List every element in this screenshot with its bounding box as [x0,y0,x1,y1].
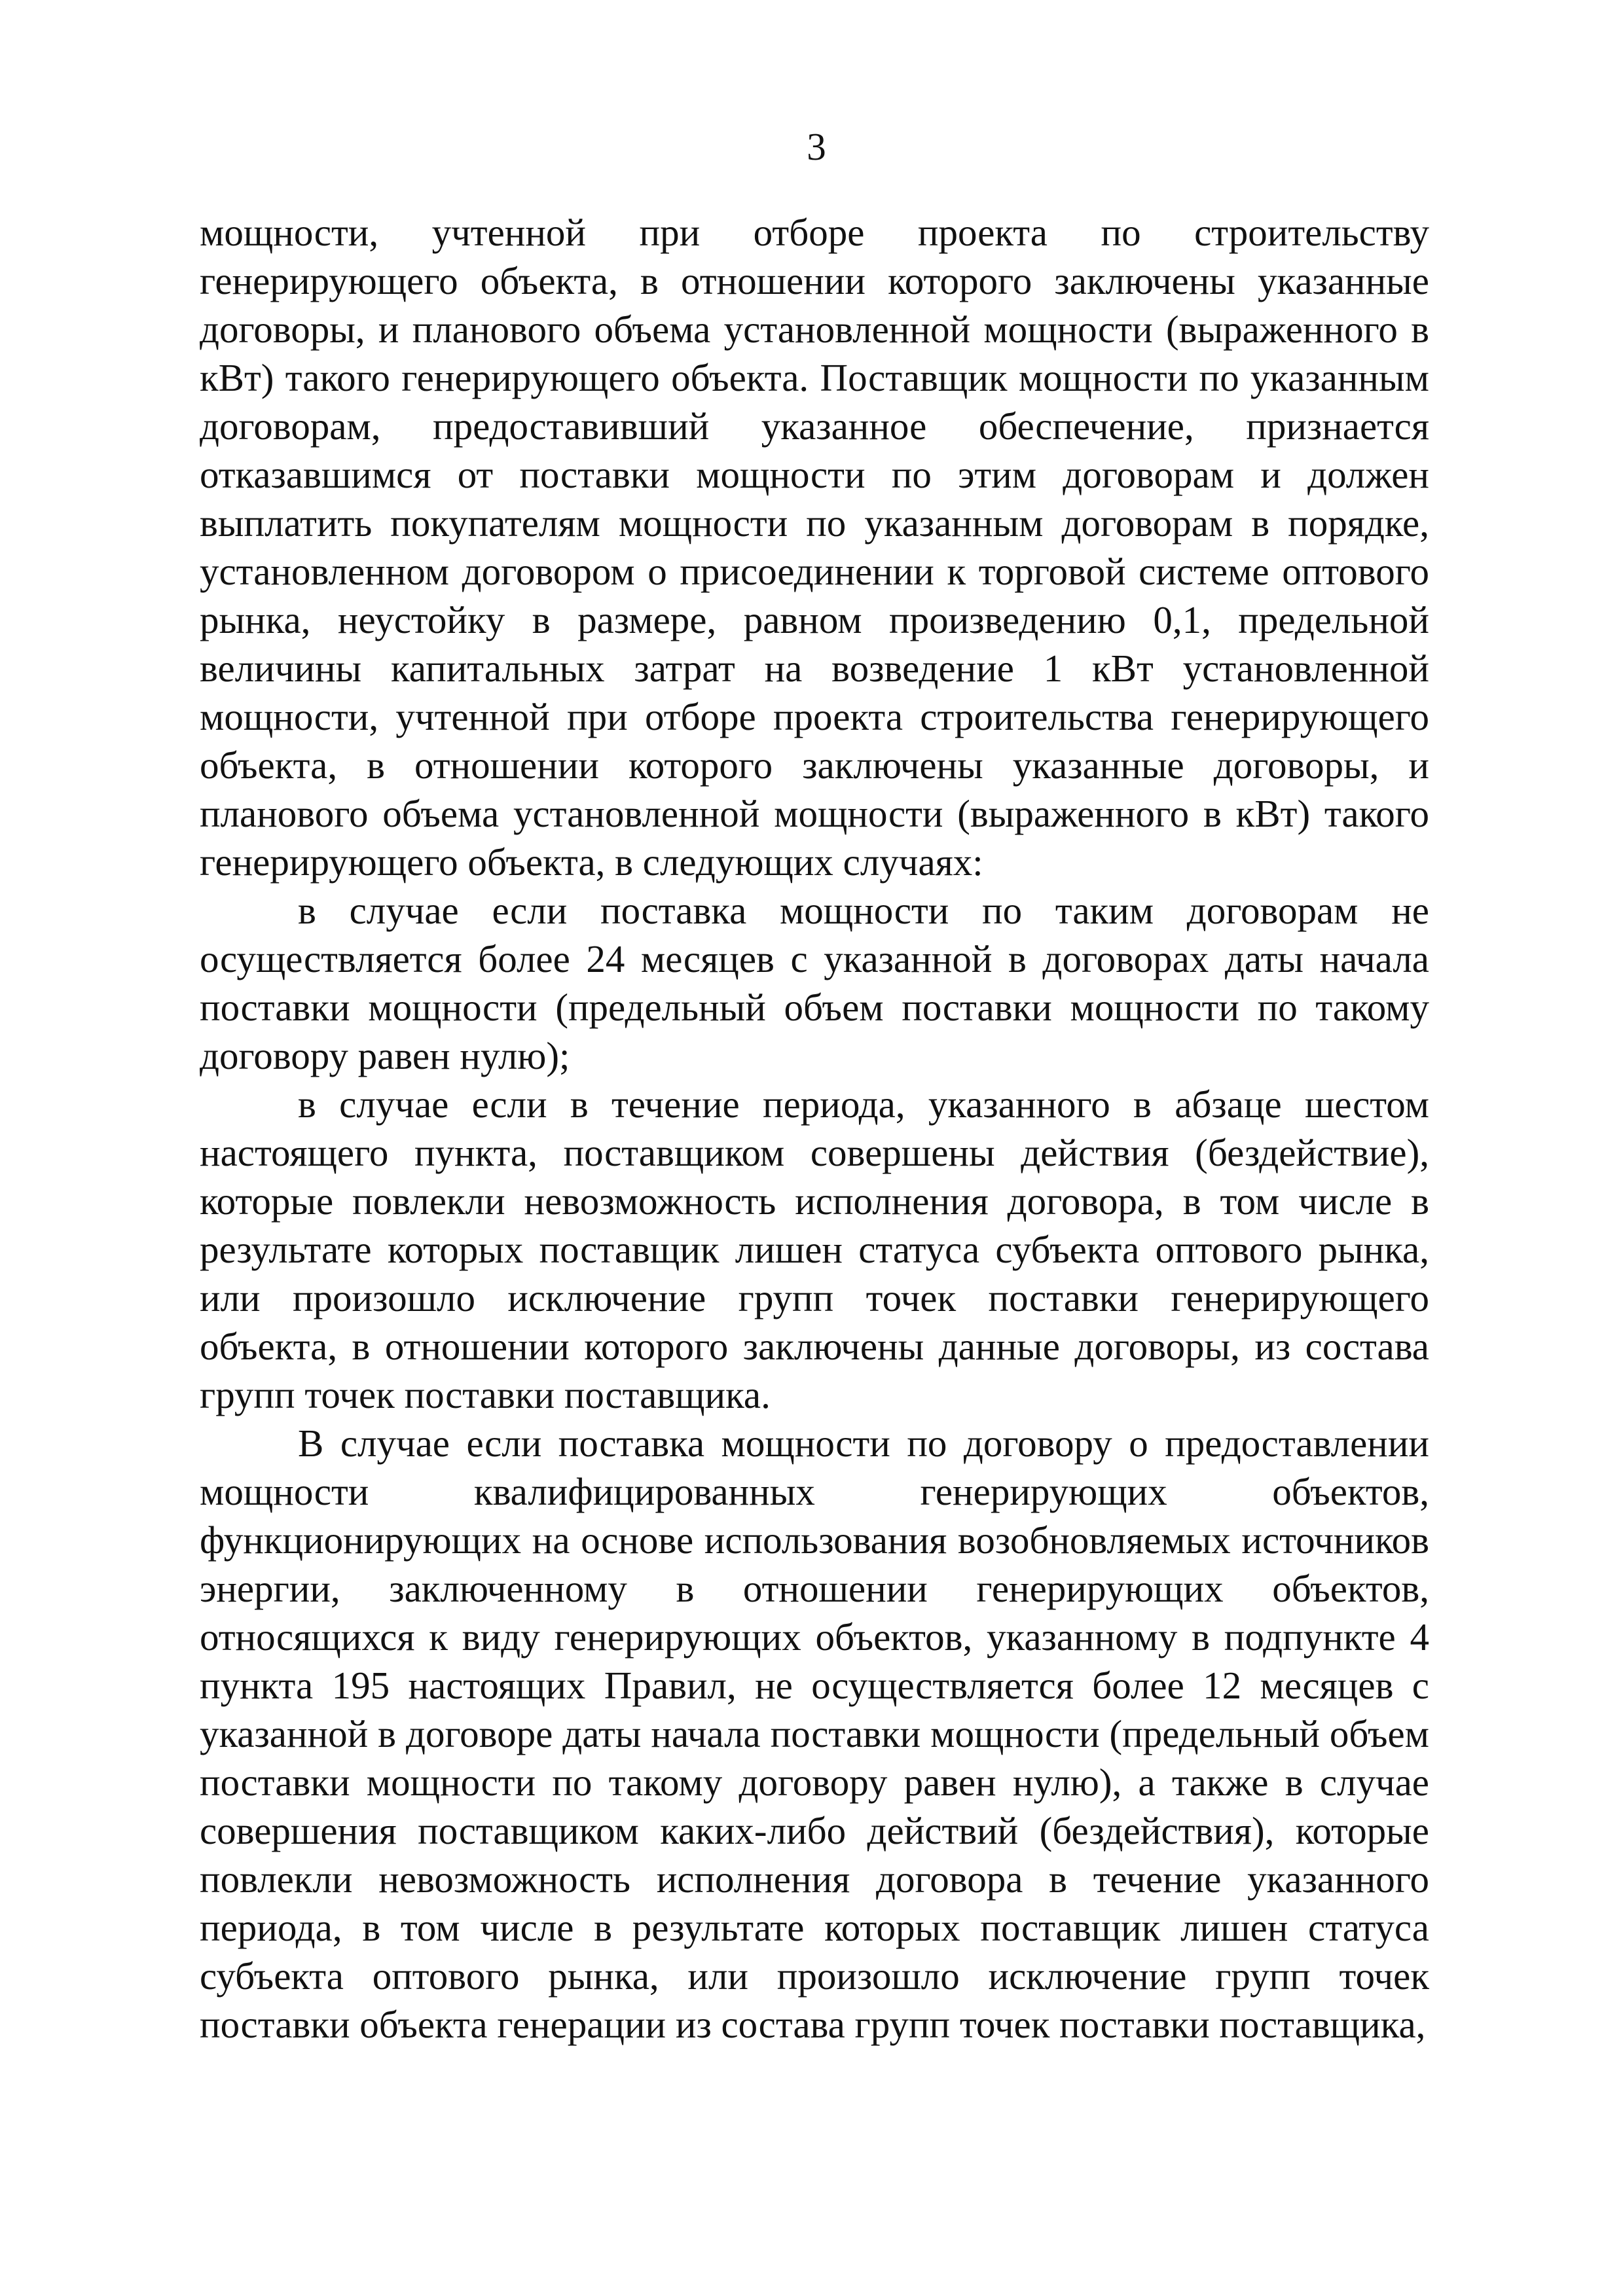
paragraph-case-24-months: в случае если поставка мощности по таким договорам не осуществляется более 24 месяцев с указанной в договорах даты начала поставки мощности (предельный объем поставки мощности по такому договору равен нулю); [200,889,1429,1077]
paragraph-renewable-case: В случае если поставка мощности по договору о предоставлении мощности квалифицированных генерирующих объектов, функционирующих на основе использования возобновляемых источников энергии, заключенному в отношении генерирующих объектов, относящихся к виду генерирующих объектов, указанному в подпункте 4 пункта 195 настоящих Правил, не осуществляется более 12 месяцев с указанной в договоре даты начала поставки мощности (предельный объем поставки мощности по такому договору равен нулю), а также в случае совершения поставщиком каких-либо действий (бездействия), которые повлекли невозможность исполнения договора в течение указанного периода, в том числе в результате которых поставщик лишен статуса субъекта оптового рынка, или произошло исключение групп точек поставки объекта генерации из состава групп точек поставки поставщика, [200,1422,1429,2046]
paragraph-case-actions: в случае если в течение периода, указанного в абзаце шестом настоящего пункта, поставщиком совершены действия (бездействие), которые повлекли невозможность исполнения договора, в том числе в результате которых поставщик лишен статуса субъекта оптового рынка, или произошло исключение групп точек поставки генерирующего объекта, в отношении которого заключены данные договоры, из состава групп точек поставки поставщика. [200,1083,1429,1416]
paragraph-continuation: мощности, учтенной при отборе проекта по строительству генерирующего объекта, в отношении которого заключены указанные договоры, и планового объема установленной мощности (выраженного в кВт) такого генерирующего объекта. Поставщик мощности по указанным договорам, предоставивший указанное обеспечение, признается отказавшимся от поставки мощности по этим договорам и должен выплатить покупателям мощности по указанным договорам в порядке, установленном договором о присоединении к торговой системе оптового рынка, неустойку в размере, равном произведению 0,1, предельной величины капитальных затрат на возведение 1 кВт установленной мощности, учтенной при отборе проекта строительства генерирующего объекта, в отношении которого заключены указанные договоры, и планового объема установленной мощности (выраженного в кВт) такого генерирующего объекта, в следующих случаях: [200,211,1429,884]
document-body [200,208,1429,2049]
page-number: 3 [807,125,826,168]
